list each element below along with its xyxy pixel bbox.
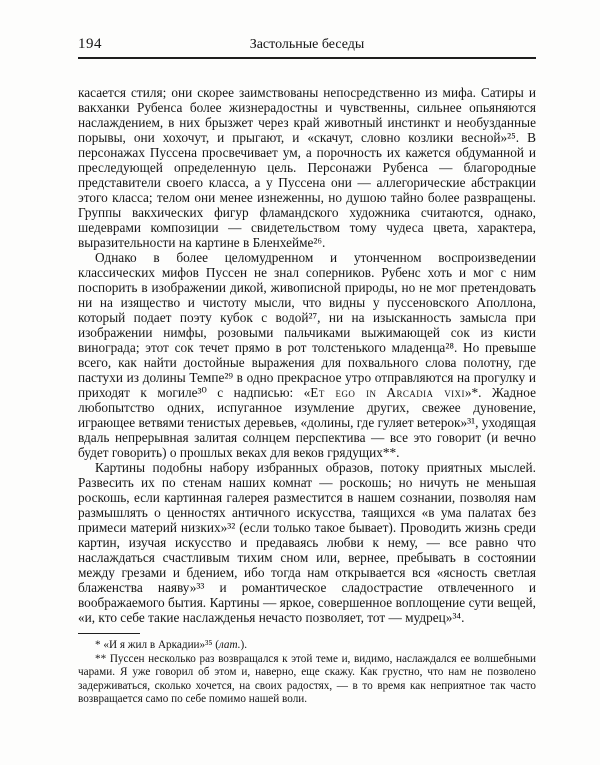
page-content (78, 36, 536, 707)
footnote-poussin-theme: ** Пуссен несколько раз возвращался к этой теме и, видимо, наслаждался ее волшебными чарами. Я уже говорил об этом и, наверно, еще скажу. Как грустно, что нам не позволено задерживаться, сколько хочется, на своих радостях, — в то время как неприятное так часто возвращается само по себе помимо нашей воли. (78, 652, 536, 705)
text-block (78, 85, 536, 625)
footnote-language-label: лат. (218, 639, 241, 651)
latin-phrase: Et ego in Arcadia vixi (310, 385, 465, 400)
footnote-text: ). (240, 639, 248, 651)
header-rule (78, 57, 536, 59)
page-header (78, 36, 536, 56)
paragraph-poussin-myths (78, 250, 536, 460)
footnote-rule (78, 633, 140, 634)
paragraph-continuation: касается стиля; они скорее заимствованы непосредственно из мифа. Сатиры и вакханки Рубенса более жизнерадостны и чувственны, сильнее опьяняются наслаждением, в них брызжет через край животный инстинкт и необузданные порывы, они хохочут, и прыгают, и «скачут, словно козлики весной»²⁵. В персонажах Пуссена просвечивает ум, а порочность их кажется обдуманной и преследующей определенную цель. Персонажи Рубенса — благородные представители своего класса, а у Пуссена они — аллегорические абстракции этого класса; телом они менее изнеженны, но душою тайно более развращены. Группы вакхических фигур фламандского художника считаются, однако, шедеврами композиции — свидетельством тому чудеса цвета, характера, выразительности на картине в Бленхейме²⁶. (78, 85, 536, 250)
paragraph-text: Однако в более целомудренном и утонченном воспроизведении классических мифов Пуссен не знал соперников. Рубенс хоть и мог с ним поспорить в изображении дикой, живописной природы, но не мог претендовать ни на изящество и чистоту мысли, что видны у пуссеновского Аполлона, который подает поэту кубок с водой²⁷, ни на изысканность замысла при изображении нимфы, розовыми пальчиками выжимающей сок из кисти винограда; этот сок течет прямо в рот толстенького младенца²⁸. Но превыше всего, как найти достойные выражения для похвального слова полотну, где пастухи из долины Темпе²⁹ в одно прекрасное утро отправляются на прогулку и приходят к могиле³⁰ с надписью: « (78, 250, 536, 400)
paragraph-pictures: Картины подобны набору избранных образов, потоку приятных мыслей. Развесить их по стенам наших комнат — роскошь; но ничуть не меньшая роскошь, если картинная галерея разместится в нашем сознании, позволяя нам размышлять о ценностях античного искусства, таящихся «в ума палатах без примеси материй низких»³² (если только такое бывает). Проводить жизнь среди картин, изучая искусство и предаваясь любви к нему, — все равно что наслаждаться счастливым тихим сном или, вернее, пребывать в состоянии между грезами и бдением, ибо тогда нам открывается вся «ясность светлая блаженства наяву»³³ и романтическое сладострастие отвлеченного и воображаемого бытия. Картины — яркое, совершенное воплощение сути вещей, «и, кто себе такие наслажденья нечасто позволяет, тот — мудрец»³⁴. (78, 460, 536, 625)
footnotes-section (78, 633, 536, 707)
paragraph-text: »*. Жадное любопытство одних, испуганное изумление других, свежее дуновение, играющее ветвями тенистых деревьев, «долины, где гуляет ветерок»³¹, уходящая вдаль непрерывная залитая солнцем перспектива — все это говорит (и вечно будет говорить) о прошлых веках для веков грядущих**. (78, 385, 536, 460)
page-number: 194 (78, 36, 102, 52)
running-title: Застольные беседы (249, 37, 365, 52)
footnote-text: * «И я жил в Аркадии»³⁵ ( (95, 639, 219, 651)
footnote-arcadia (78, 639, 536, 653)
